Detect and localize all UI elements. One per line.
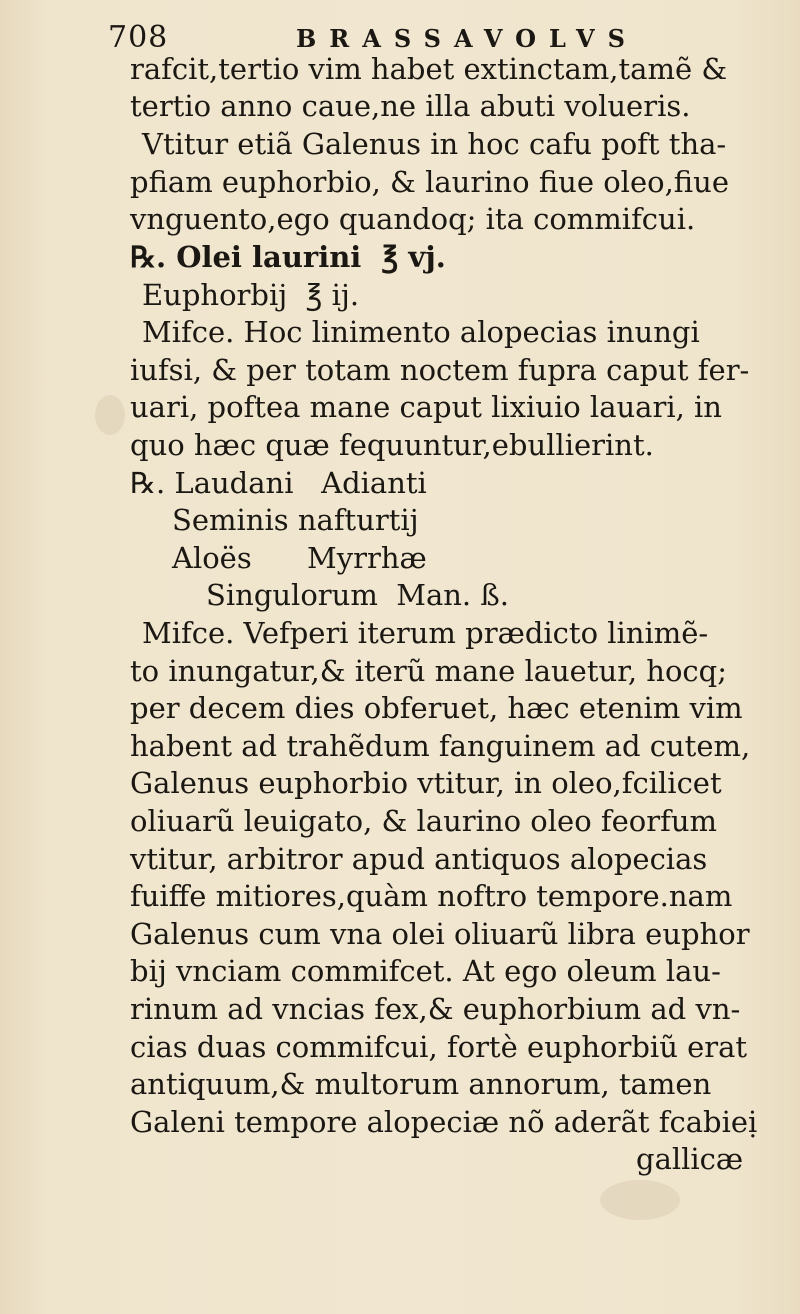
text-line: tertio anno caue,ne illa abuti volueris. [130, 89, 691, 123]
text-line: antiquum,& multorum annorum, tamen [130, 1067, 712, 1101]
text-line: ℞. Olei laurini ℥ vj. [130, 240, 446, 274]
text-line: habent ad trahẽdum fanguinem ad cutem, [130, 729, 751, 763]
text-line: fuiffe mitiores,quàm noftro tempore.nam [130, 879, 733, 913]
text-line: bij vnciam commifcet. At ego oleum lau- [130, 954, 721, 988]
text-line: uari, poftea mane caput lixiuio lauari, in [130, 390, 722, 424]
text-line: Euphorbij ℥ ij. [142, 278, 360, 312]
text-line: quo hæc quæ fequuntur,ebullierint. [130, 428, 654, 462]
text-line: Vtitur etiã Galenus in hoc cafu poft tha- [142, 127, 727, 161]
text-line: to inungatur,& iterũ mane lauetur, hocq; [130, 654, 728, 688]
text-line: Seminis nafturtij [172, 503, 419, 537]
text-line: Aloës Myrrhæ [172, 541, 427, 575]
text-line: Galeni tempore alopeciæ nõ aderãt fcabieị [130, 1105, 758, 1139]
text-line: vtitur, arbitror apud antiquos alopecias [130, 842, 708, 876]
text-line: ℞. Laudani Adianti [130, 466, 427, 500]
text-line: iufsi, & per totam noctem fupra caput fer- [130, 353, 750, 387]
text-line: per decem dies obferuet, hæc etenim vim [130, 691, 743, 725]
running-title: BRASSAVOLVS [296, 24, 638, 53]
paper-stain [95, 395, 125, 435]
text-line: Galenus cum vna olei oliuarũ libra euphor [130, 917, 750, 951]
text-line: vnguento,ego quandoq; ita commifcui. [130, 202, 696, 236]
catchword: gallicæ [636, 1142, 744, 1176]
text-line: rinum ad vncias fex,& euphorbium ad vn- [130, 992, 741, 1026]
text-line: Galenus euphorbio vtitur, in oleo,fcilicet [130, 766, 722, 800]
text-line: cias duas commifcui, fortè euphorbiũ erat [130, 1030, 748, 1064]
text-line: Mifce. Hoc linimento alopecias inungi [142, 315, 700, 349]
text-line: Mifce. Vefperi iterum prædicto linimẽ- [142, 616, 709, 650]
paper-stain [600, 1180, 680, 1220]
text-line: pfiam euphorbio, & laurino fiue oleo,fiue [130, 165, 729, 199]
page-number: 708 [108, 20, 169, 55]
text-line: oliuarũ leuigato, & laurino oleo feorfum [130, 804, 717, 838]
text-line: rafcit,tertio vim habet extinctam,tamẽ & [130, 52, 728, 86]
text-line: Singulorum Man. ß. [206, 578, 509, 612]
